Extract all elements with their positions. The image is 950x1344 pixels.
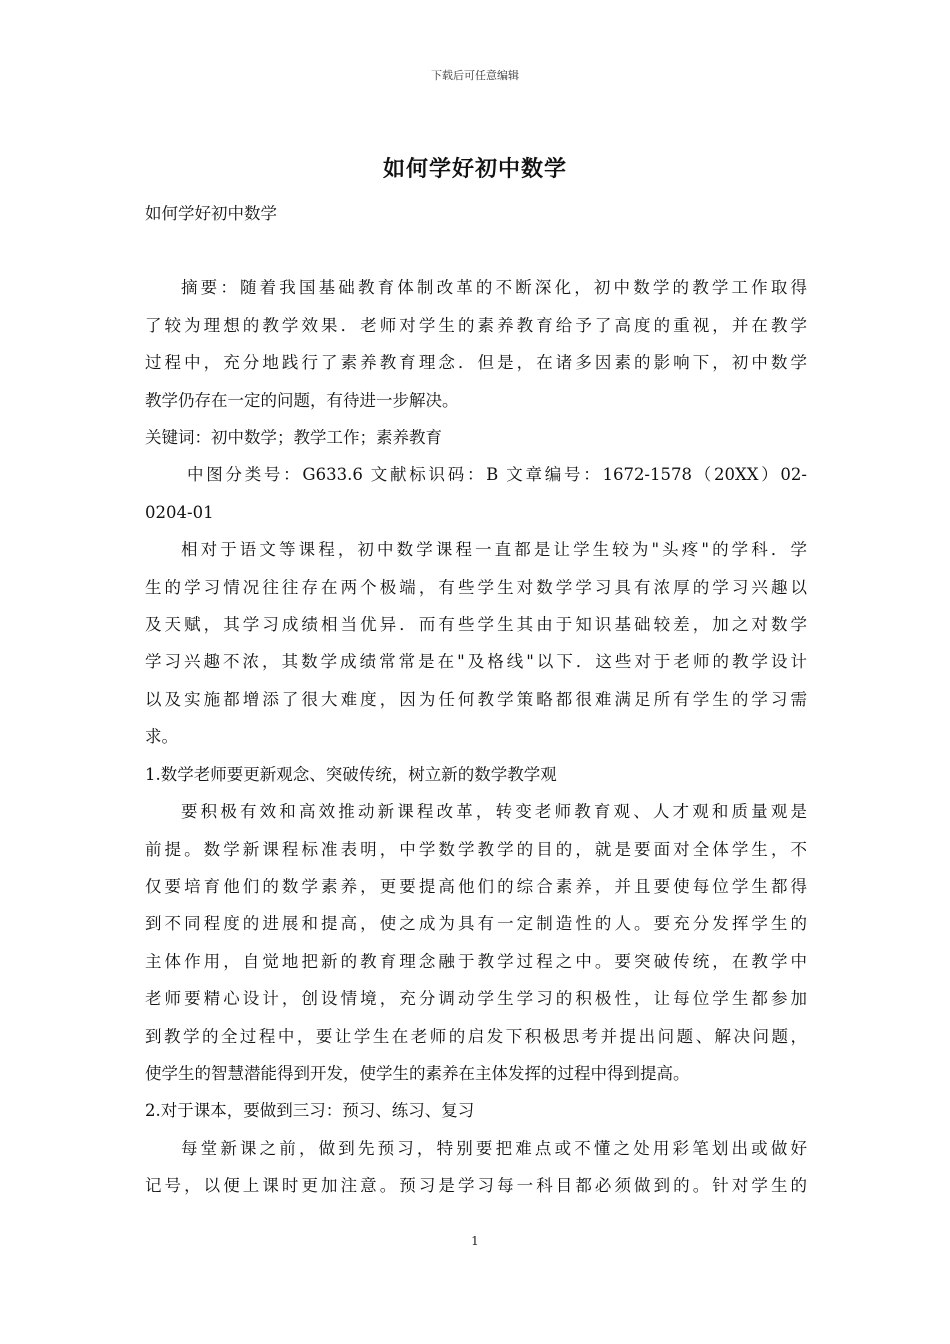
section-1-heading: 1.数学老师要更新观念、突破传统，树立新的数学教学观	[145, 764, 557, 784]
classification-paragraph	[145, 456, 807, 531]
intro-line: 以及实施都增添了很大难度，因为任何教学策略都很难满足所有学生的学习需	[145, 689, 807, 709]
section-1-line: 到教学的全过程中，要让学生在老师的启发下积极思考并提出问题、解决问题，	[145, 1026, 807, 1046]
intro-paragraph	[145, 531, 807, 755]
page-header: 下载后可任意编辑	[431, 69, 519, 82]
section-2-heading: 2.对于课本，要做到三习：预习、练习、复习	[145, 1101, 475, 1121]
section-2-line: 记号，以便上课时更加注意。预习是学习每一科目都必须做到的。针对学生的	[145, 1176, 807, 1196]
abstract-line: 了较为理想的教学效果．老师对学生的素养教育给予了高度的重视，并在教学	[145, 315, 807, 335]
section-1-line: 使学生的智慧潜能得到开发，使学生的素养在主体发挥的过程中得到提高。	[145, 1063, 690, 1083]
abstract-line: 教学仍存在一定的问题，有待进一步解决。	[145, 390, 459, 410]
page-number: 1	[471, 1234, 479, 1248]
section-1-line: 到不同程度的进展和提高，使之成为具有一定制造性的人。要充分发挥学生的	[145, 914, 807, 934]
section-1-paragraph	[145, 793, 807, 1092]
keywords-line: 关键词：初中数学；教学工作；素养教育	[145, 428, 442, 448]
abstract-paragraph	[145, 269, 807, 419]
section-1-line: 仅要培育他们的数学素养，更要提高他们的综合素养，并且要使每位学生都得	[145, 876, 807, 896]
section-1-line: 要积极有效和高效推动新课程改革，转变老师教育观、人才观和质量观是	[181, 802, 807, 822]
intro-line: 及天赋，其学习成绩相当优异．而有些学生其由于知识基础较差，加之对数学	[145, 615, 807, 635]
intro-line: 生的学习情况往往存在两个极端，有些学生对数学学习具有浓厚的学习兴趣以	[145, 577, 807, 597]
document-body	[145, 195, 807, 1205]
document-title: 如何学好初中数学	[382, 156, 567, 182]
document-subtitle: 如何学好初中数学	[145, 204, 277, 223]
intro-line: 学习兴趣不浓，其数学成绩常常是在"及格线"以下．这些对于老师的教学设计	[145, 652, 807, 672]
section-2-line: 每堂新课之前，做到先预习，特别要把难点或不懂之处用彩笔划出或做好	[181, 1138, 807, 1158]
classification-line: 0204-01	[145, 502, 214, 522]
abstract-line: 过程中，充分地践行了素养教育理念．但是，在诸多因素的影响下，初中数学	[145, 353, 807, 373]
section-1-line: 主体作用，自觉地把新的教育理念融于教学过程之中。要突破传统，在教学中	[145, 951, 807, 971]
classification-line: 中图分类号：G633.6 文献标识码：B 文章编号：1672-1578（20XX）02-	[187, 465, 807, 485]
section-2-paragraph	[145, 1130, 807, 1205]
section-1-line: 老师要精心设计，创设情境，充分调动学生学习的积极性，让每位学生都参加	[145, 989, 807, 1009]
intro-line: 求。	[145, 727, 178, 747]
intro-line: 相对于语文等课程，初中数学课程一直都是让学生较为"头疼"的学科．学	[181, 540, 807, 560]
abstract-line: 摘要：随着我国基础教育体制改革的不断深化，初中数学的教学工作取得	[181, 278, 807, 298]
section-1-line: 前提。数学新课程标准表明，中学数学教学的目的，就是要面对全体学生，不	[145, 839, 807, 859]
